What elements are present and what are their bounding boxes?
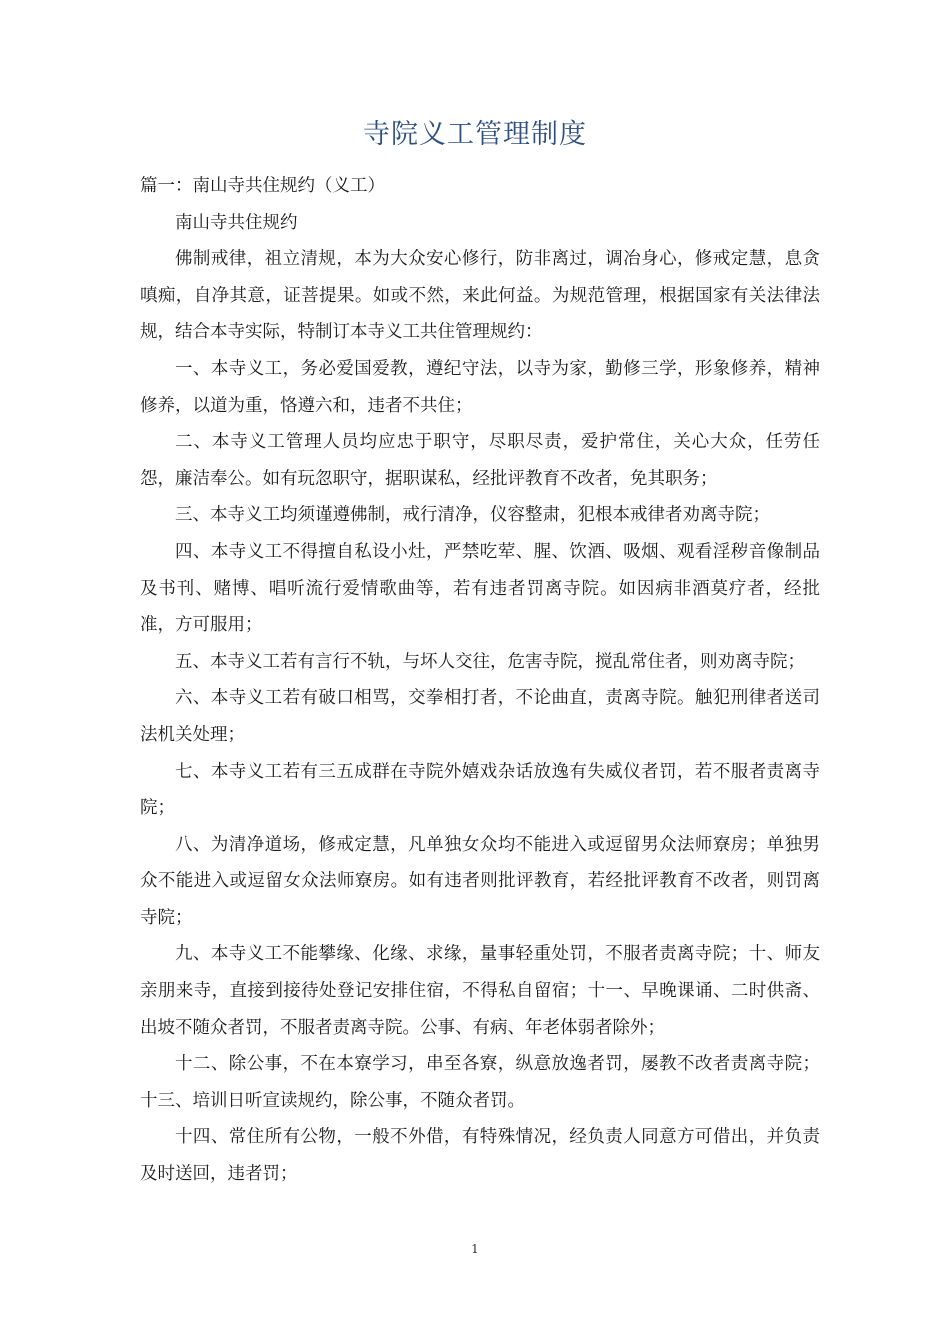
- paragraph: 十二、除公事，不在本寮学习，串至各寮，纵意放逸者罚，屡教不改者责离寺院；十三、培训日听宣读规约，除公事，不随众者罚。: [140, 1054, 820, 1111]
- document-body: [140, 168, 820, 1193]
- paragraph: 四、本寺义工不得擅自私设小灶，严禁吃荤、腥、饮酒、吸烟、观看淫秽音像制品及书刊、赌博、唱听流行爱情歌曲等，若有违者罚离寺院。如因病非酒莫疗者，经批准，方可服用；: [140, 541, 820, 636]
- paragraph: 十四、常住所有公物，一般不外借，有特殊情况，经负责人同意方可借出，并负责及时送回，违者罚；: [140, 1127, 820, 1185]
- paragraph: 三、本寺义工均须谨遵佛制，戒行清净，仪容整肃，犯根本戒律者劝离寺院；: [175, 505, 770, 526]
- paragraph: 一、本寺义工，务必爱国爱教，遵纪守法，以寺为家，勤修三学，形象修养，精神修养，以道为重，恪遵六和，违者不共住；: [140, 358, 820, 416]
- paragraph: 八、为清净道场，修戒定慧，凡单独女众均不能进入或逗留男众法师寮房；单独男众不能进入或逗留女众法师寮房。如有违者则批评教育，若经批评教育不改者，则罚离寺院；: [140, 834, 820, 928]
- document-title: 寺院义工管理制度: [363, 119, 587, 150]
- page-number: 1: [471, 1242, 479, 1256]
- paragraph: 七、本寺义工若有三五成群在寺院外嬉戏杂话放逸有失威仪者罚，若不服者责离寺院；: [140, 761, 820, 819]
- paragraph: 南山寺共住规约: [175, 212, 298, 233]
- paragraph: 二、本寺义工管理人员均应忠于职守，尽职尽责，爱护常住，关心大众，任劳任怨，廉洁奉公。如有玩忽职守，据职谋私，经批评教育不改者，免其职务；: [140, 432, 820, 489]
- paragraph: 篇一：南山寺共住规约（义工）: [140, 176, 385, 196]
- paragraph: 六、本寺义工若有破口相骂，交拳相打者，不论曲直，责离寺院。触犯刑律者送司法机关处理；: [140, 688, 820, 745]
- paragraph: 五、本寺义工若有言行不轨，与坏人交往，危害寺院，搅乱常住者，则劝离寺院；: [175, 651, 805, 672]
- paragraph: 佛制戒律，祖立清规，本为大众安心修行，防非离过，调冶身心，修戒定慧，息贪嗔痴，自净其意，证菩提果。如或不然，来此何益。为规范管理，根据国家有关法律法规，结合本寺实际，特制订本寺义工共住管理规约：: [140, 249, 820, 343]
- paragraph: 九、本寺义工不能攀缘、化缘、求缘，量事轻重处罚，不服者责离寺院；十、师友亲朋来寺，直接到接待处登记安排住宿，不得私自留宿；十一、早晚课诵、二时供斋、出坡不随众者罚，不服者责离寺院。公事、有病、年老体弱者除外；: [140, 944, 820, 1038]
